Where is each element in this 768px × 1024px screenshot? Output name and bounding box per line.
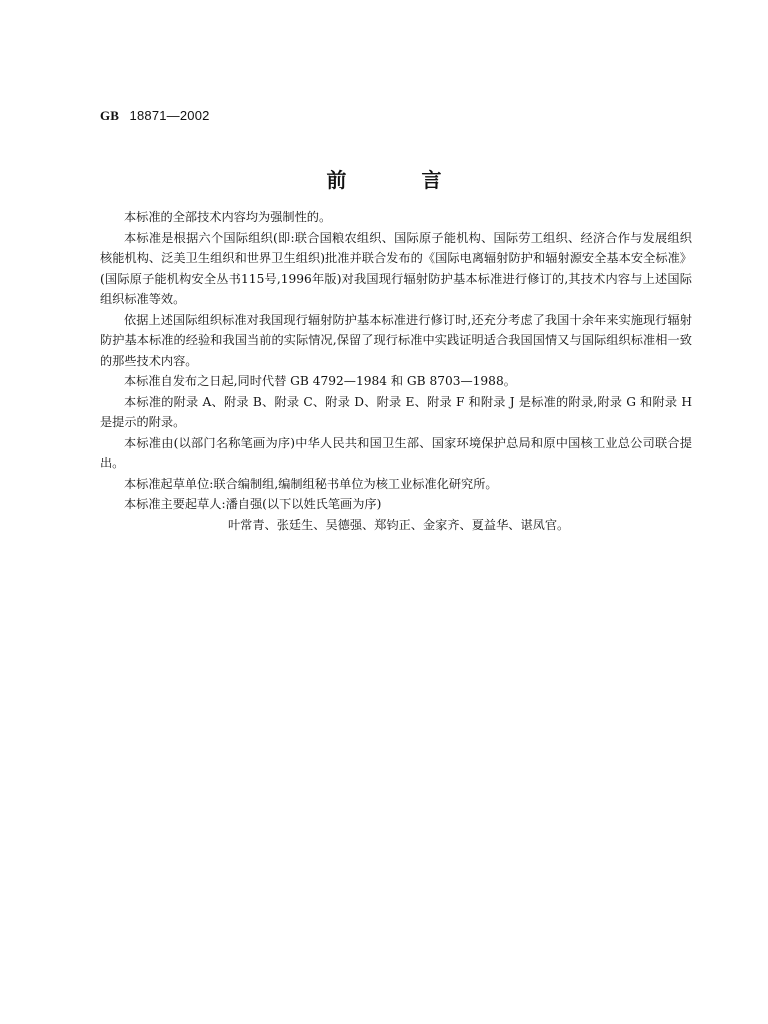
paragraph-revision: 依据上述国际组织标准对我国现行辐射防护基本标准进行修订时,还充分考虑了我国十余年来实施现行辐射防护基本标准的经验和我国当前的实际情况,保留了现行标准中实践证明适合我国国情又与国际组织标准相一致的那些技术内容。 — [100, 312, 692, 368]
section-title: 前 言 — [326, 168, 476, 192]
paragraph-annexes: 本标准的附录 A、附录 B、附录 C、附录 D、附录 E、附录 F 和附录 J 是标准的附录,附录 G 和附录 H 是提示的附录。 — [100, 394, 692, 429]
standard-number: 18871—2002 — [129, 108, 210, 123]
standard-number-header — [100, 108, 210, 124]
drafters-list: 叶常青、张廷生、吴德强、郑钧正、金家齐、夏益华、谌凤官。 — [228, 517, 570, 532]
paragraph-drafters: 本标准主要起草人:潘自强(以下以姓氏笔画为序) — [124, 497, 382, 511]
paragraph-basis: 本标准是根据六个国际组织(即:联合国粮农组织、国际原子能机构、国际劳工组织、经济合作与发展组织核能机构、泛美卫生组织和世界卫生组织)批准并联合发布的《国际电离辐射防护和辐射源安全基本安全标准》(国际原子能机构安全丛书115号,1996年版)对我国现行辐射防护基本标准进行修订的,其技术内容与上述国际组织标准等效。 — [100, 230, 692, 306]
foreword-body — [100, 207, 692, 535]
paragraph-drafting-unit: 本标准起草单位:联合编制组,编制组秘书单位为核工业标准化研究所。 — [124, 476, 498, 491]
paragraph-supersedes: 本标准自发布之日起,同时代替 GB 4792—1984 和 GB 8703—1988。 — [124, 374, 516, 388]
paragraph-proposer: 本标准由(以部门名称笔画为序)中华人民共和国卫生部、国家环境保护总局和原中国核工业总公司联合提出。 — [100, 435, 692, 470]
paragraph-mandatory: 本标准的全部技术内容均为强制性的。 — [124, 210, 332, 224]
standard-prefix: GB — [100, 108, 120, 123]
